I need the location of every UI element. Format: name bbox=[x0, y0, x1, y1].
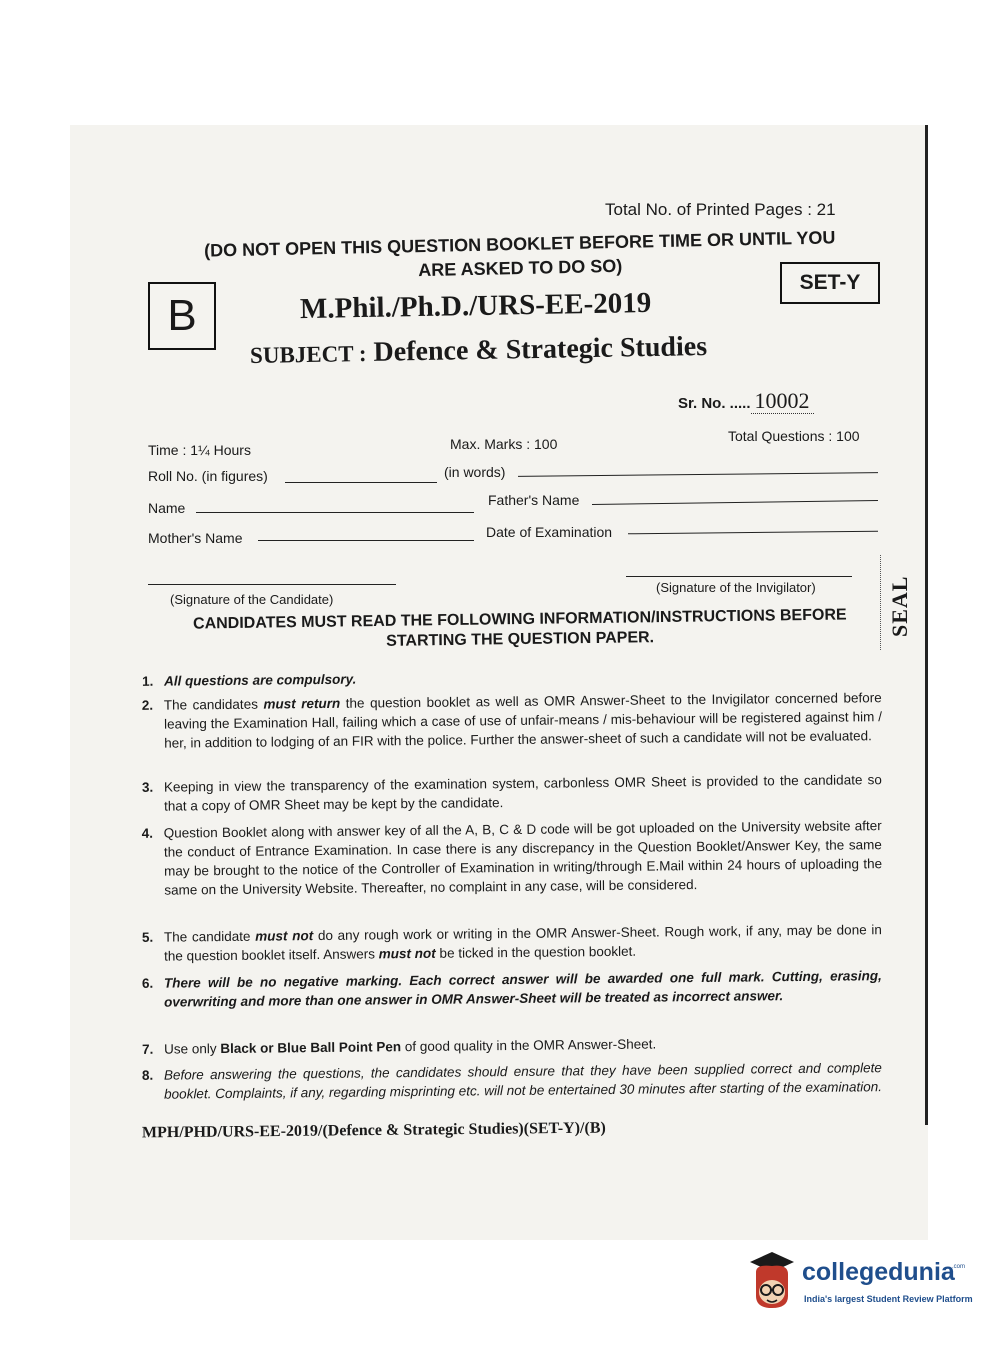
invigilator-signature-line[interactable] bbox=[626, 576, 852, 577]
total-printed-pages: Total No. of Printed Pages : 21 bbox=[605, 200, 836, 219]
instruction-text: Question Booklet along with answer key of all the A, B, C & D code will be got uploaded on the University website after the conduct of Entrance Examination. In case there is any discrepancy in the Question Booklet/Answer Key, the same may be brought to the notice of the Controller of Examination in writing/through E.Mail within 24 hours of uploading the same on the University Website. Thereafter, no complaint in any case, will be considered. bbox=[163, 818, 883, 898]
instruction-number: 1. bbox=[141, 673, 154, 689]
fathers-name-label: Father's Name bbox=[488, 492, 580, 508]
seal-label: SEAL bbox=[887, 575, 912, 637]
name-line[interactable] bbox=[196, 512, 474, 513]
watermark-com: .com bbox=[952, 1264, 966, 1270]
date-of-exam-label: Date of Examination bbox=[486, 524, 613, 540]
instructions-heading-line-1: CANDIDATES MUST READ THE FOLLOWING INFORMATION/INSTRUCTIONS BEFORE bbox=[192, 606, 847, 633]
roll-figures-label: Roll No. (in figures) bbox=[148, 468, 268, 484]
collegedunia-watermark bbox=[744, 1248, 974, 1318]
warning-line-1: (DO NOT OPEN THIS QUESTION BOOKLET BEFORE TIME OR UNTIL YOU bbox=[203, 227, 836, 261]
total-questions-info: Total Questions : 100 bbox=[728, 428, 860, 444]
instruction-8 bbox=[142, 1058, 882, 1104]
instruction-text: All questions are compulsory. bbox=[163, 671, 357, 689]
set-box: SET-Y bbox=[780, 262, 880, 304]
time-info: Time : 1¼ Hours bbox=[148, 442, 251, 458]
candidate-signature-line[interactable] bbox=[148, 584, 396, 585]
booklet-footer-code: MPH/PHD/URS-EE-2019/(Defence & Strategic Studies)(SET-Y)/(B) bbox=[141, 1119, 606, 1142]
serial-value: 10002 bbox=[751, 388, 814, 414]
serial-number bbox=[678, 388, 814, 414]
candidate-signature-label: (Signature of the Candidate) bbox=[170, 592, 334, 607]
subject-value: Defence & Strategic Studies bbox=[373, 331, 708, 368]
watermark-tagline: India's largest Student Review Platform bbox=[804, 1294, 973, 1304]
booklet-code-box: B bbox=[148, 282, 216, 350]
mothers-name-line[interactable] bbox=[258, 540, 474, 541]
watermark-brand-name: collegedunia bbox=[802, 1258, 955, 1286]
instruction-number: 6. bbox=[141, 975, 154, 991]
instruction-2 bbox=[142, 688, 883, 753]
instruction-number: 8. bbox=[141, 1067, 154, 1083]
instruction-number: 4. bbox=[141, 825, 154, 841]
instruction-text: Use only Black or Blue Ball Point Pen of good quality in the OMR Answer-Sheet. bbox=[163, 1036, 657, 1057]
instruction-text: Keeping in view the transparency of the examination system, carbonless OMR Sheet is provided to the candidate so that a copy of OMR Sheet may be kept by the candidate. bbox=[163, 772, 882, 814]
instruction-3 bbox=[142, 770, 882, 816]
instruction-text: Before answering the questions, the candidates should ensure that they have been supplied correct and complete booklet. Complaints, if any, regarding misprinting etc. will not be entertained 30 minutes after starting of the examination. bbox=[163, 1060, 883, 1102]
instruction-number: 2. bbox=[141, 697, 154, 713]
roll-words-label: (in words) bbox=[444, 464, 506, 480]
serial-label: Sr. No. ..... bbox=[678, 395, 751, 412]
exam-title: M.Phil./Ph.D./URS-EE-2019 bbox=[299, 286, 652, 326]
instruction-number: 5. bbox=[141, 929, 154, 945]
instructions-heading-line-2: STARTING THE QUESTION PAPER. bbox=[386, 629, 655, 650]
instruction-6 bbox=[142, 966, 882, 1012]
instruction-5 bbox=[142, 920, 882, 966]
mascot-icon bbox=[744, 1250, 800, 1314]
warning-line-2: ARE ASKED TO DO SO) bbox=[418, 255, 623, 281]
page-edge-line bbox=[925, 125, 928, 1125]
max-marks-info: Max. Marks : 100 bbox=[450, 436, 558, 452]
subject-label: SUBJECT : bbox=[249, 340, 367, 368]
roll-figures-line[interactable] bbox=[285, 482, 437, 483]
instruction-number: 7. bbox=[141, 1041, 154, 1057]
instruction-text: The candidates must return the question booklet as well as OMR Answer-Sheet to the Invigilator concerned before leaving the Examination Hall, failing which a case of use of unfair-means / mis-behaviour will be registered against him / her, in addition to lodging of an FIR with the police. Further the answer-sheet of such a candidate will not be evaluated. bbox=[163, 690, 883, 751]
instruction-text: The candidate must not do any rough work or writing in the OMR Answer-Sheet. Rough work, if any, may be done in the question booklet itself. Answers must not be ticked in the question booklet. bbox=[163, 922, 882, 964]
instruction-text: There will be no negative marking. Each correct answer will be awarded one full mark. Cutting, erasing, overwriting and more than one answer in OMR Answer-Sheet will be treated as incorrect answer. bbox=[163, 968, 882, 1010]
instruction-number: 3. bbox=[141, 779, 154, 795]
instruction-4 bbox=[142, 816, 883, 900]
invigilator-signature-label: (Signature of the Invigilator) bbox=[656, 580, 816, 595]
mothers-name-label: Mother's Name bbox=[148, 530, 243, 546]
name-label: Name bbox=[148, 500, 186, 516]
